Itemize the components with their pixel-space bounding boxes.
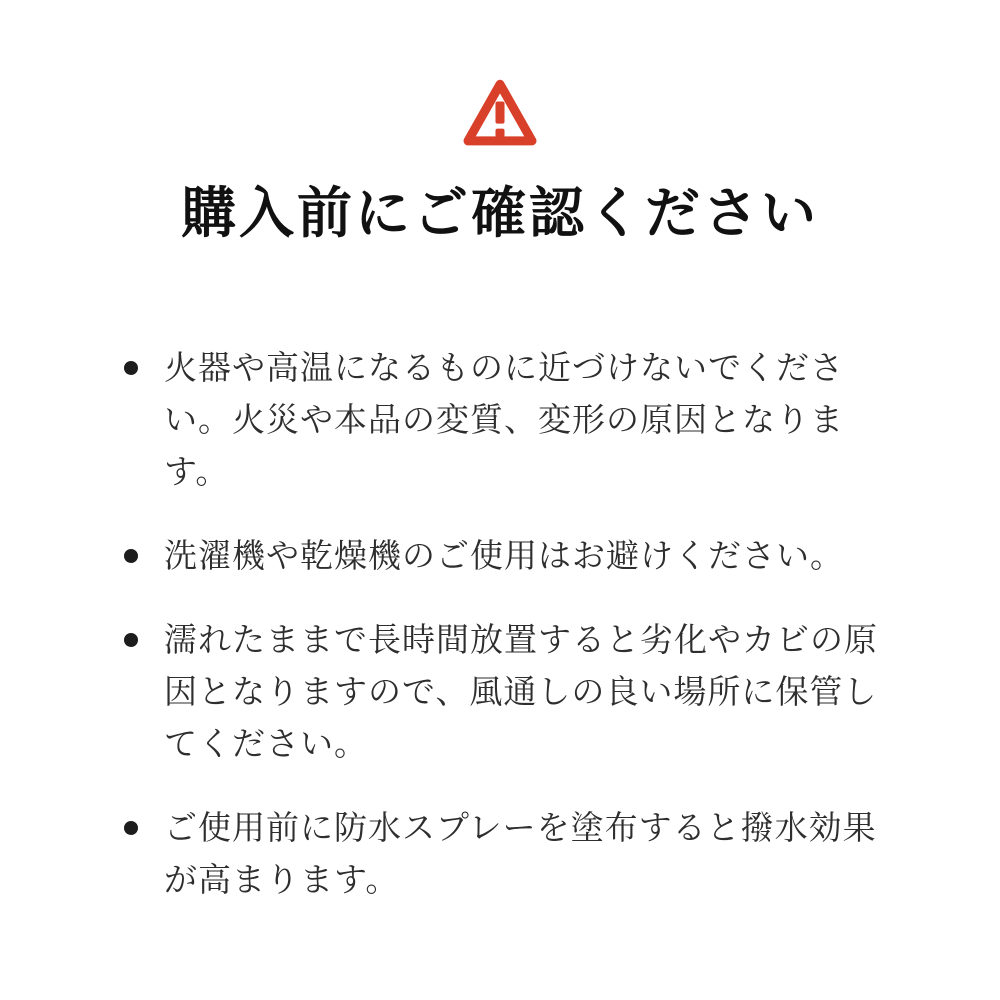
page-title: 購入前にご確認ください [180,182,819,244]
bullet-icon [124,633,138,647]
bullet-icon [124,821,138,835]
exclamation-bar [495,102,504,124]
bullet-icon [124,361,138,375]
bullet-icon [124,549,138,563]
exclamation-dot [495,129,504,138]
notice-text-washer-dryer: 洗濯機や乾燥機のご使用はお避けください。 [164,537,844,574]
warning-icon-wrap [0,0,1000,154]
notice-text-fire-heat: 火器や高温になるものに近づけないでください。火災や本品の変質、変形の原因となります。 [164,349,844,490]
notice-text-waterproof-spray: ご使用前に防水スプレーを塗布すると撥水効果が高まります。 [164,809,877,898]
warning-triangle-icon [459,72,541,154]
list-item [124,614,882,770]
list-item [124,530,882,582]
list-item [124,342,882,498]
notice-list [0,342,1000,906]
list-item [124,802,882,906]
notice-text-wet-storage: 濡れたままで長時間放置すると劣化やカビの原因となりますので、風通しの良い場所に保管してください。 [164,621,878,762]
